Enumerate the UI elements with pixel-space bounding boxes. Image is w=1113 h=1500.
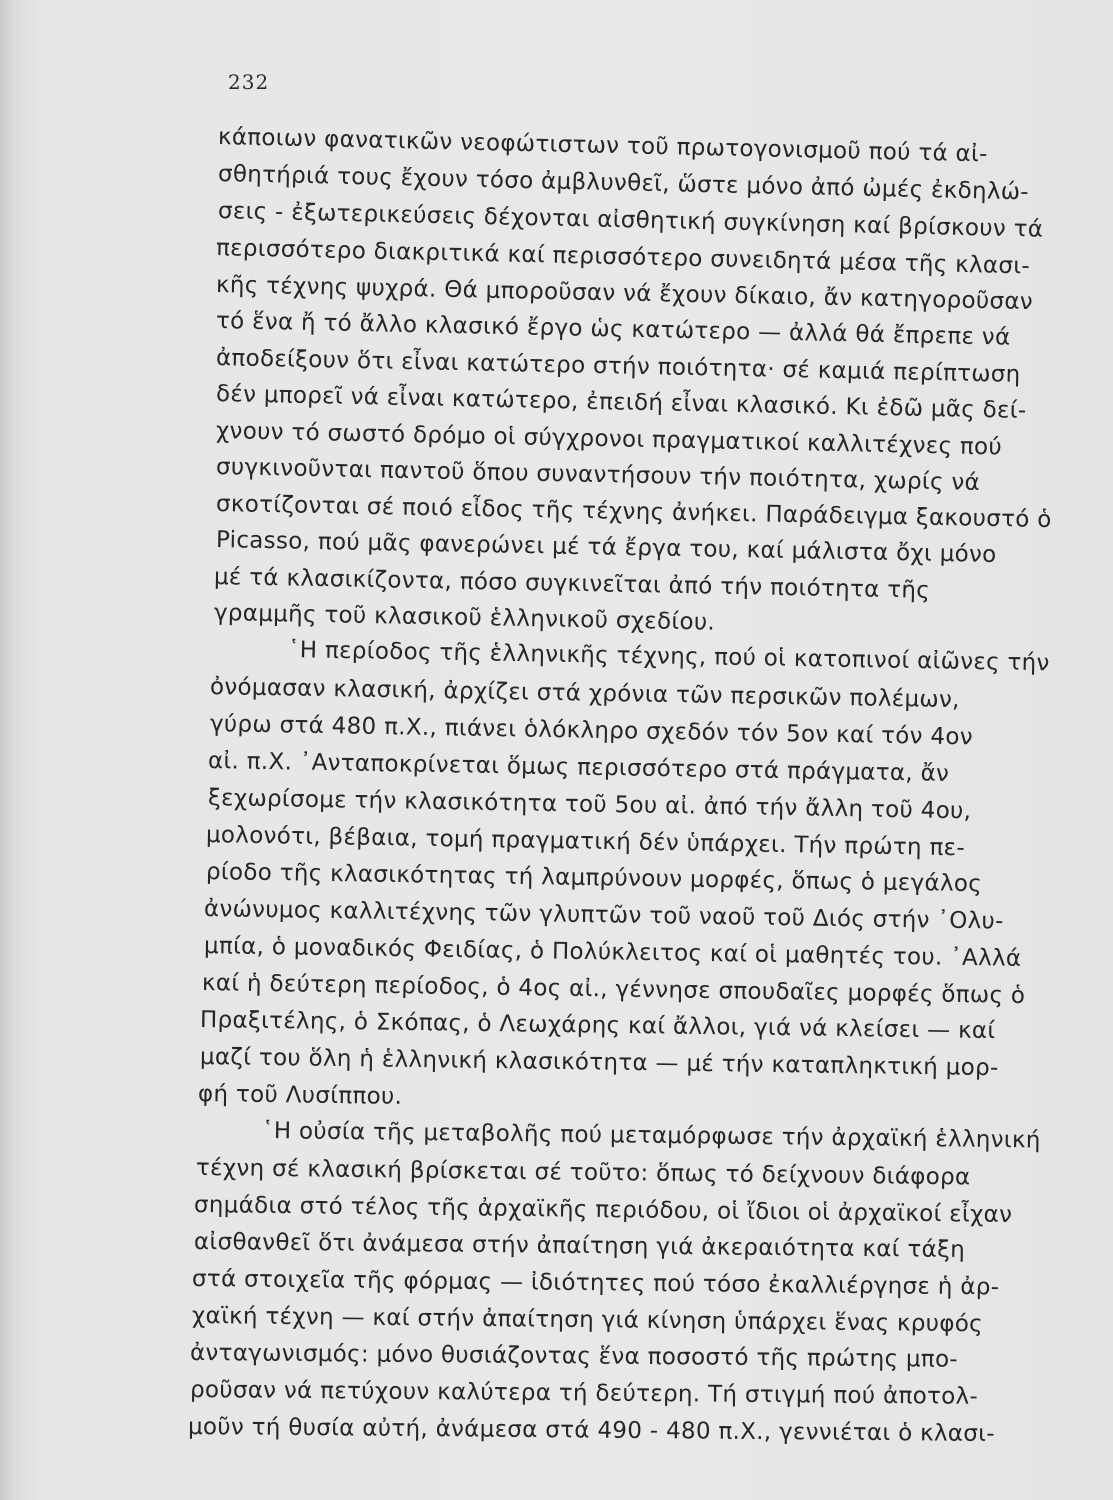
paragraph-start-line: ῾Η οὐσία τῆς μεταβολῆς πού μεταμόρφωσε τήν ἀρχαϊκή ἑλληνική (261, 1118, 1041, 1154)
text-line: σημάδια στό τέλος τῆς ἀρχαϊκῆς περιόδου, οἱ ἴδιοι οἱ ἀρχαϊκοί εἶχαν (193, 1192, 1013, 1228)
text-line: ὀνόμασαν κλασική, ἀρχίζει στά χρόνια τῶν περσικῶν πολέμων, (209, 674, 960, 714)
text-line: ρίοδο τῆς κλασικότητας τή λαμπρύνουν μορφές, ὅπως ὁ μεγάλος (205, 859, 983, 898)
text-line: στά στοιχεῖα τῆς φόρμας — ἰδιότητες πού τόσο ἐκαλλιέργησε ἡ ἀρ- (191, 1266, 1000, 1301)
text-line: γύρω στά 480 π.Χ., πιάνει ὁλόκληρο σχεδόν τόν 5ον καί τόν 4ον (209, 711, 974, 751)
text-line: κῆς τέχνης ψυχρά. Θά μποροῦσαν νά ἔχουν δίκαιο, ἄν κατηγοροῦσαν (215, 272, 1034, 316)
text-line: περισσότερο διακριτικά καί περισσότερο συνειδητά μέσα τῆς κλασι- (215, 235, 1031, 280)
text-line: σθητήριά τους ἔχουν τόσο ἀμβλυνθεῖ, ὥστε μόνο ἀπό ὠμές ἐκδηλώ- (217, 161, 1030, 206)
text-line: αἰσθανθεῖ ὅτι ἀνάμεσα στήν ἀπαίτηση γιά ἀκεραιότητα καί τάξη (193, 1229, 966, 1264)
text-line: κάποιων φανατικῶν νεοφώτιστων τοῦ πρωτογονισμοῦ πού τά αἰ- (217, 124, 989, 168)
text-line: μολονότι, βέβαια, τομή πραγματική δέν ὑπάρχει. Τήν πρώτη πε- (205, 822, 966, 862)
page-number: 232 (228, 70, 270, 94)
text-line: μοῦν τή θυσία αὐτή, ἀνάμεσα στά 490 - 480 π.Χ., γεννιέται ὁ κλασι- (187, 1414, 996, 1448)
text-line: μπία, ὁ μοναδικός Φειδίας, ὁ Πολύκλειτος καί οἱ μαθητές του. ᾿Αλλά (203, 933, 1022, 972)
text-line: ξεχωρίσομε τήν κλασικότητα τοῦ 5ου αἰ. ἀπό τήν ἄλλη τοῦ 4ου, (207, 785, 972, 825)
text-line: τό ἕνα ἤ τό ἄλλο κλασικό ἔργο ὡς κατώτερο — ἀλλά θά ἔπρεπε νά (215, 308, 1011, 351)
text-line: ἀνταγωνισμός: μόνο θυσιάζοντας ἕνα ποσοστό τῆς πρώτης μπο- (189, 1340, 959, 1373)
text-line: Πραξιτέλης, ὁ Σκόπας, ὁ Λεωχάρης καί ἄλλοι, γιά νά κλείσει — καί (199, 1007, 996, 1045)
text-line: ἀποδείξουν ὅτι εἶναι κατώτερο στήν ποιότητα· σέ καμιά περίπτωση (215, 345, 1021, 388)
text-line: αἰ. π.Χ. ᾿Ανταποκρίνεται ὅμως περισσότερο στά πράγματα, ἄν (207, 748, 950, 787)
text-line: χαϊκή τέχνη — καί στήν ἀπαίτηση γιά κίνηση ὑπάρχει ἕνας κρυφός (191, 1303, 984, 1338)
text-line: ροῦσαν νά πετύχουν καλύτερα τή δεύτερη. Τή στιγμή πού ἀποτολ- (189, 1377, 979, 1410)
text-line: μαζί του ὅλη ἡ ἑλληνική κλασικότητα — μέ τήν καταπληκτική μορ- (199, 1044, 999, 1082)
text-line: καί ἡ δεύτερη περίοδος, ὁ 4ος αἰ., γέννησε σπουδαῖες μορφές ὅπως ὁ (201, 970, 1026, 1009)
paragraph-start-line: ῾Η περίοδος τῆς ἑλληνικῆς τέχνης, πού οἱ κατοπινοί αἰῶνες τήν (287, 637, 1050, 677)
text-line: σεις - ἐξωτερικεύσεις δέχονται αἰσθητική συγκίνηση καί βρίσκουν τά (217, 198, 1044, 243)
text-line: μέ τά κλασικίζοντα, πόσο συγκινεῖται ἀπό τήν ποιότητα τῆς (213, 564, 931, 604)
text-line: συγκινοῦνται παντοῦ ὅπου συναντήσουν τήν ποιότητα, χωρίς νά (215, 454, 981, 497)
text-line: γραμμῆς τοῦ κλασικοῦ ἑλληνικοῦ σχεδίου. (213, 600, 716, 636)
text-line: χνουν τό σωστό δρόμο οἱ σύγχρονοι πραγματικοί καλλιτέχνες πού (215, 418, 1003, 461)
text-line: Picasso, πού μᾶς φανερώνει μέ τά ἔργα του, καί μάλιστα ὄχι μόνο (215, 527, 997, 568)
text-line: σκοτίζονται σέ ποιό εἶδος τῆς τέχνης ἀνήκει. Παράδειγμα ξακουστό ὁ (215, 491, 1052, 534)
text-line: τέχνη σέ κλασική βρίσκεται σέ τοῦτο: ὅπως τό δείχνουν διάφορα (195, 1155, 971, 1191)
text-line: φή τοῦ Λυσίππου. (197, 1081, 403, 1110)
text-line: ἀνώνυμος καλλιτέχνης τῶν γλυπτῶν τοῦ ναοῦ τοῦ Διός στήν ᾿Ολυ- (203, 896, 1004, 935)
text-line: δέν μπορεῖ νά εἶναι κατώτερο, ἐπειδή εἶναι κλασικό. Κι ἐδῶ μᾶς δεί- (215, 381, 1027, 424)
